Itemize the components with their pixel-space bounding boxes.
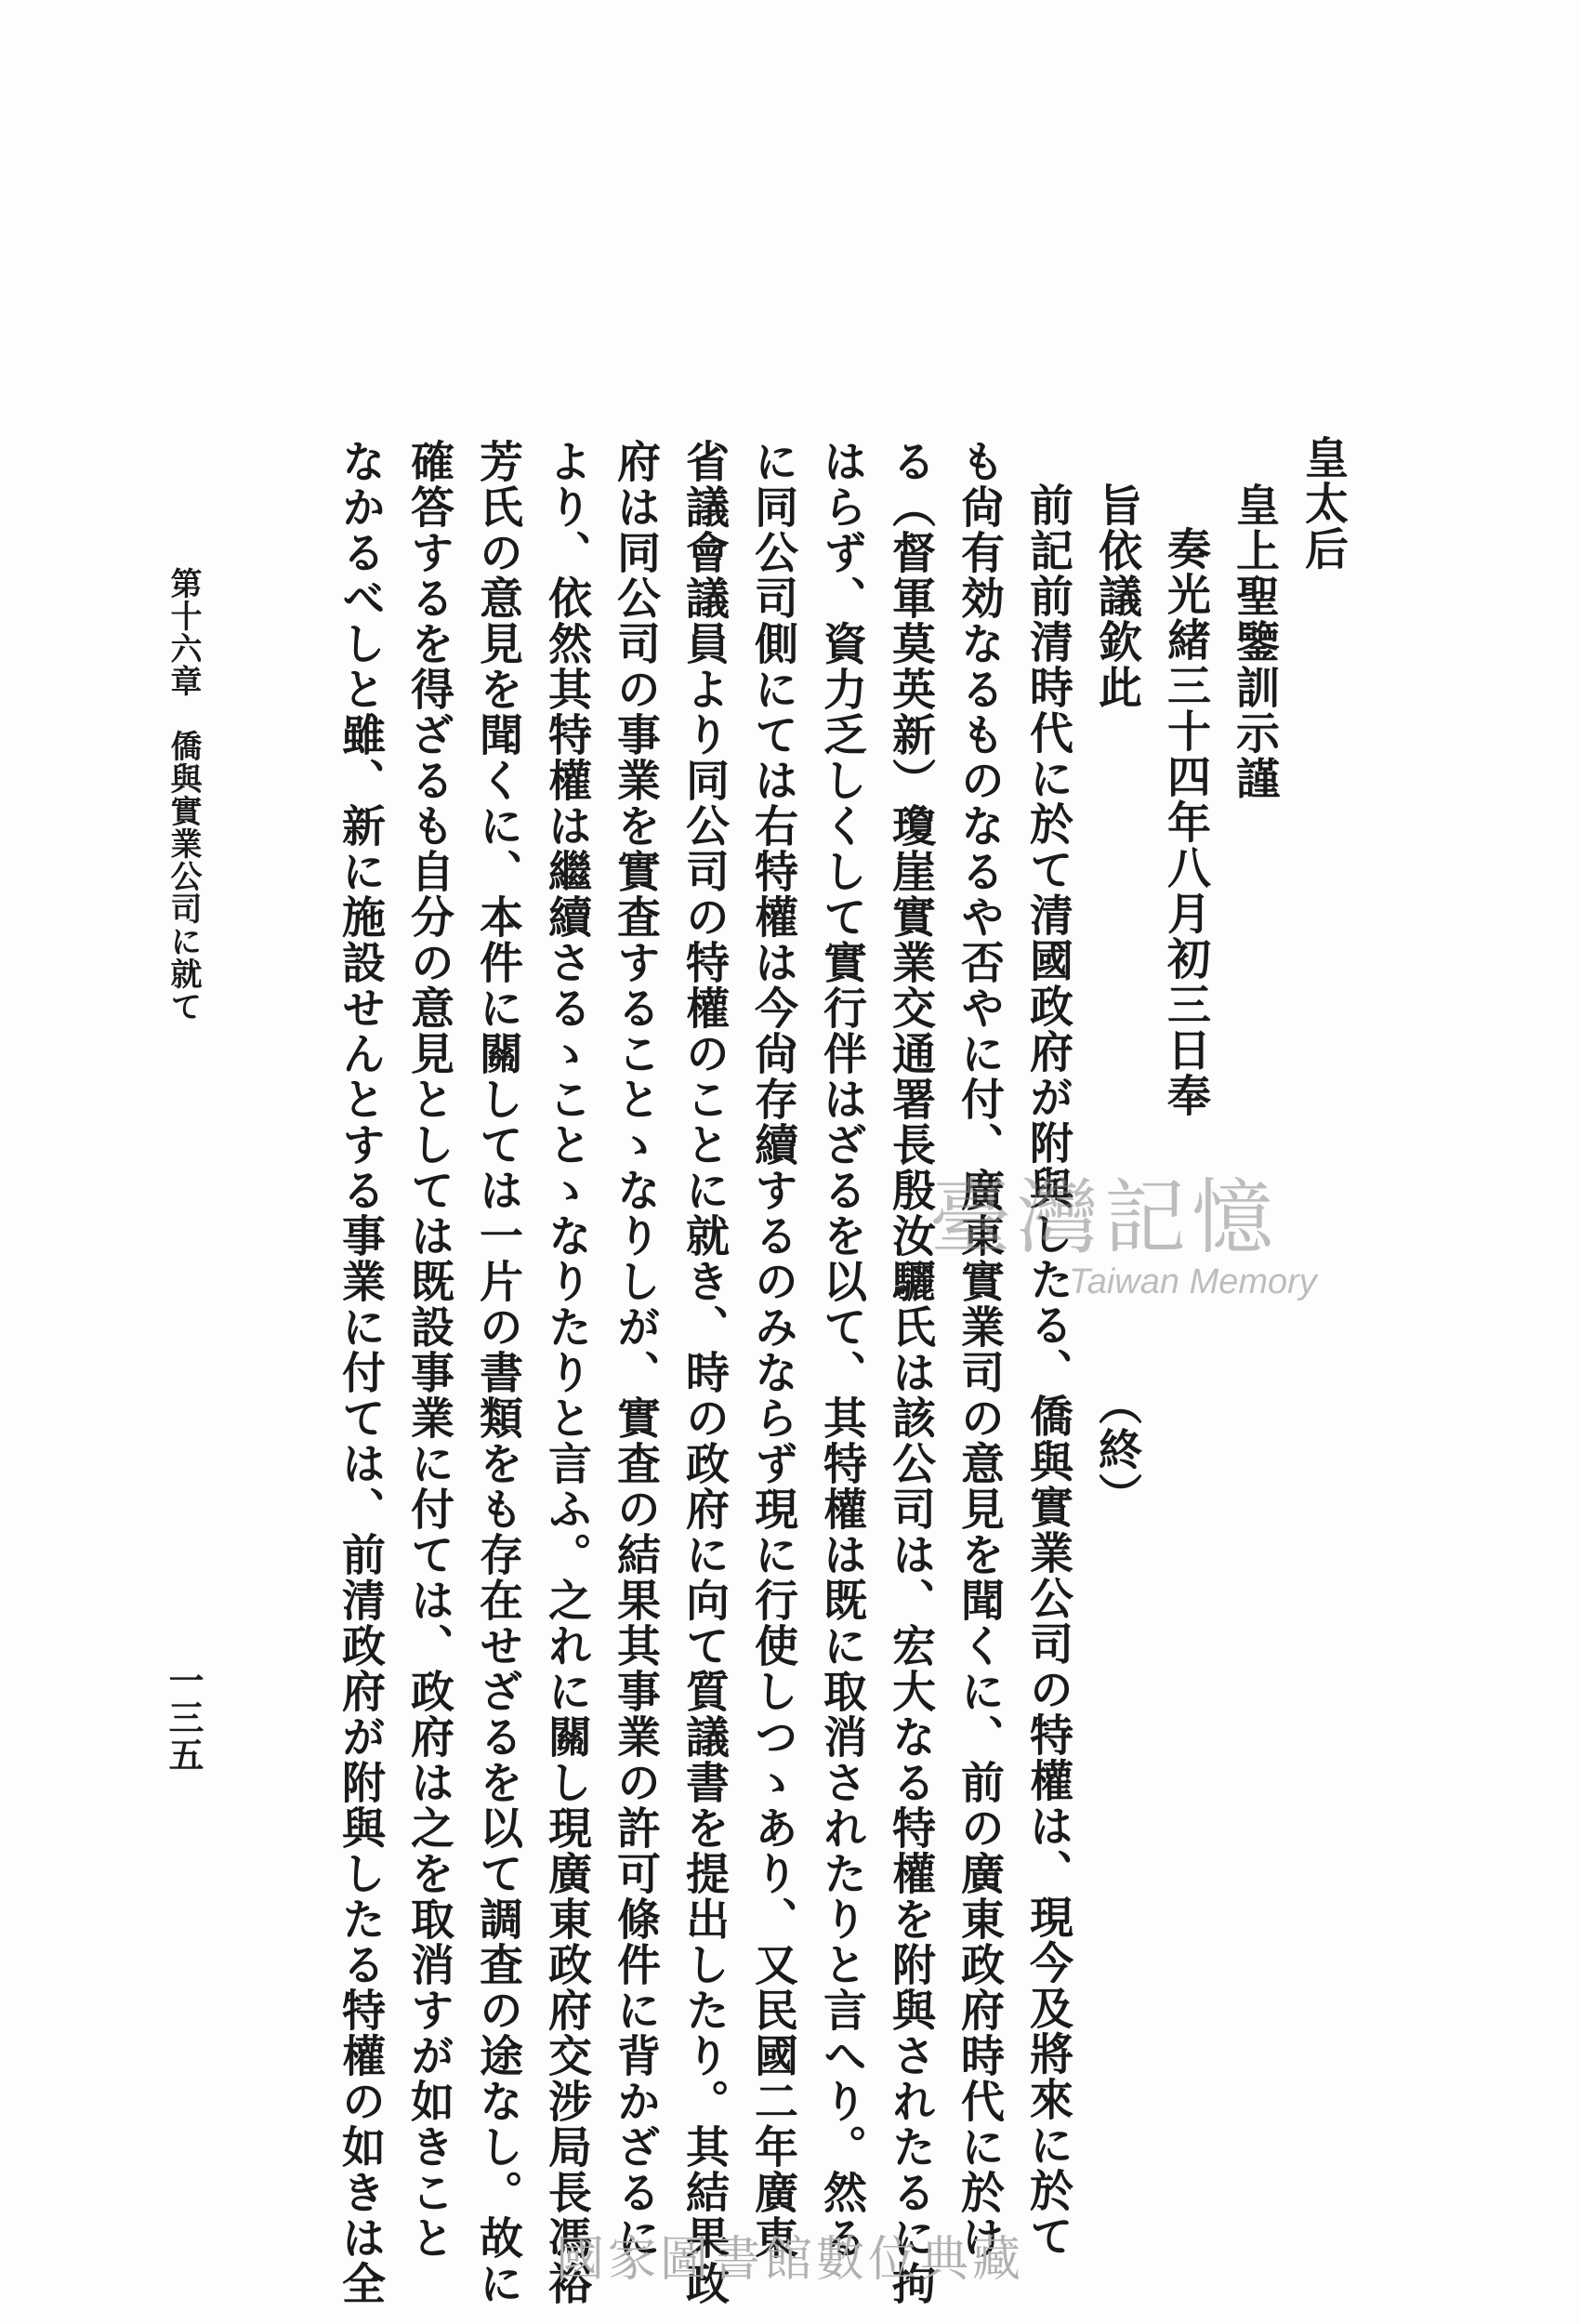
text-column-9: に同公司側にては右特權は今尙存續するのみならず現に行使しつゝあり、又民國二年廣東: [747, 439, 798, 2261]
page-number: 一三五: [163, 1662, 204, 1774]
ncl-digital-collection-watermark: 國家圖書館數位典藏: [555, 2232, 1024, 2288]
text-column-15: なかるべしと雖、新に施設せんとする事業に付ては、前清政府が附與したる特權の如きは全: [335, 439, 386, 2306]
running-head-chapter: 第十六章 僑與實業公司に就て: [165, 567, 202, 1023]
taiwan-memory-watermark: [929, 1153, 1317, 1320]
watermark-chinese-text: 臺灣記憶: [929, 1169, 1280, 1265]
text-column-12: より、依然其特權は繼續さるゝことゝなりたりと言ふ。之れに關し現廣東政府交涉局長馮裕: [541, 439, 592, 2306]
end-mark: （終）: [1091, 1381, 1142, 1518]
text-column-11: 府は同公司の事業を實査することゝなりしが、實査の結果其事業の許可條件に背かざるに: [610, 439, 661, 2261]
text-column-1: 皇太后: [1297, 435, 1349, 572]
text-column-2: 皇上聖鑒訓示謹: [1229, 482, 1280, 801]
text-column-10: 省議會議員より同公司の特權のことに就き、時の政府に向て質議書を提出したり。其結果政: [678, 439, 730, 2306]
text-column-3: 奏光緒三十四年八月初三日奉: [1160, 526, 1211, 1118]
text-column-14: 確答するを得ざるも自分の意見としては既設事業に付ては、政府は之を取消すが如きこと: [403, 439, 454, 2261]
text-column-6: も尙有効なるものなるや否やに付、廣東實業司の意見を聞くに、前の廣東政府時代に於け: [954, 439, 1005, 2261]
watermark-english-text: Taiwan Memory: [1069, 1262, 1317, 1301]
text-column-5: 前記前清時代に於て清國政府が附與したる、僑與實業公司の特權は、現今及將來に於て: [1022, 482, 1073, 2259]
text-column-13: 芳氏の意見を聞くに、本件に關しては一片の書類をも存在せざるを以て調査の途なし。故に: [472, 439, 523, 2306]
text-column-7: る（督軍莫英新）瓊崖實業交通署長殷汝驪氏は該公司は、宏大なる特權を附與されたるに拘: [885, 439, 936, 2306]
text-column-4: 旨依議欽此: [1091, 482, 1142, 710]
text-column-8: はらず、資力乏しくして實行伴はざるを以て、其特權は既に取消されたりと言へり。然る: [816, 439, 867, 2261]
